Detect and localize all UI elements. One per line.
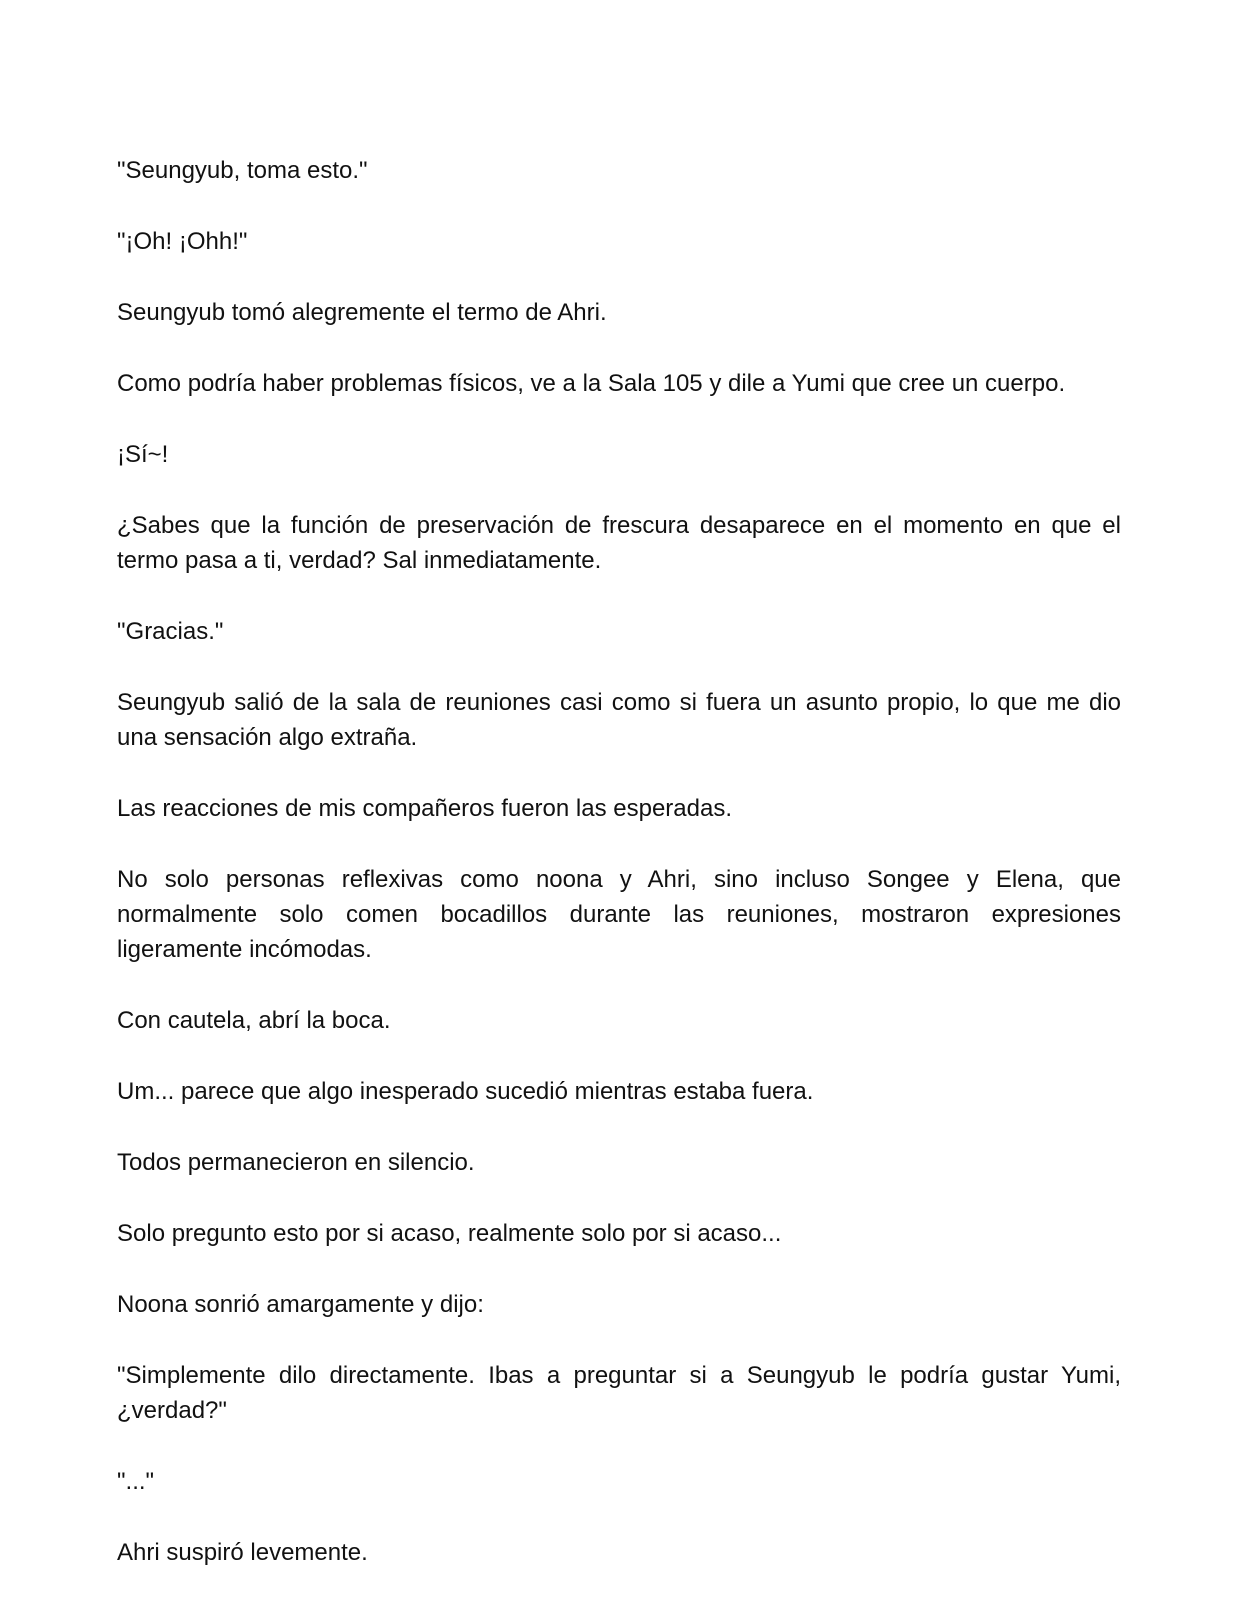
paragraph: Noona sonrió amargamente y dijo:: [117, 1291, 484, 1318]
paragraph: Ahri suspiró levemente.: [117, 1539, 368, 1566]
paragraph: No solo personas reflexivas como noona y Ahri, sino incluso Songee y Elena, que normalmente solo comen bocadillos durante las reuniones, mostraron expresiones ligeramente incómodas.: [117, 866, 1121, 963]
paragraph: Seungyub tomó alegremente el termo de Ahri.: [117, 299, 607, 326]
paragraph: "Simplemente dilo directamente. Ibas a preguntar si a Seungyub le podría gustar Yumi, ¿verdad?": [117, 1362, 1121, 1424]
paragraph: Seungyub salió de la sala de reuniones casi como si fuera un asunto propio, lo que me dio una sensación algo extraña.: [117, 689, 1121, 751]
paragraph: Solo pregunto esto por si acaso, realmente solo por si acaso...: [117, 1220, 782, 1247]
paragraph: Todos permanecieron en silencio.: [117, 1149, 475, 1176]
paragraph: "Gracias.": [117, 618, 224, 645]
paragraph: Como podría haber problemas físicos, ve a la Sala 105 y dile a Yumi que cree un cuerpo.: [117, 370, 1066, 397]
document-body: [117, 153, 1121, 1570]
paragraph: Las reacciones de mis compañeros fueron las esperadas.: [117, 795, 732, 822]
paragraph: "...": [117, 1468, 155, 1495]
paragraph: ¡Sí~!: [117, 441, 169, 468]
paragraph: ¿Sabes que la función de preservación de frescura desaparece en el momento en que el termo pasa a ti, verdad? Sal inmediatamente.: [117, 512, 1121, 574]
paragraph: Con cautela, abrí la boca.: [117, 1007, 391, 1034]
paragraph: "¡Oh! ¡Ohh!": [117, 228, 248, 255]
paragraph: "Seungyub, toma esto.": [117, 157, 368, 184]
paragraph: Um... parece que algo inesperado sucedió mientras estaba fuera.: [117, 1078, 814, 1105]
